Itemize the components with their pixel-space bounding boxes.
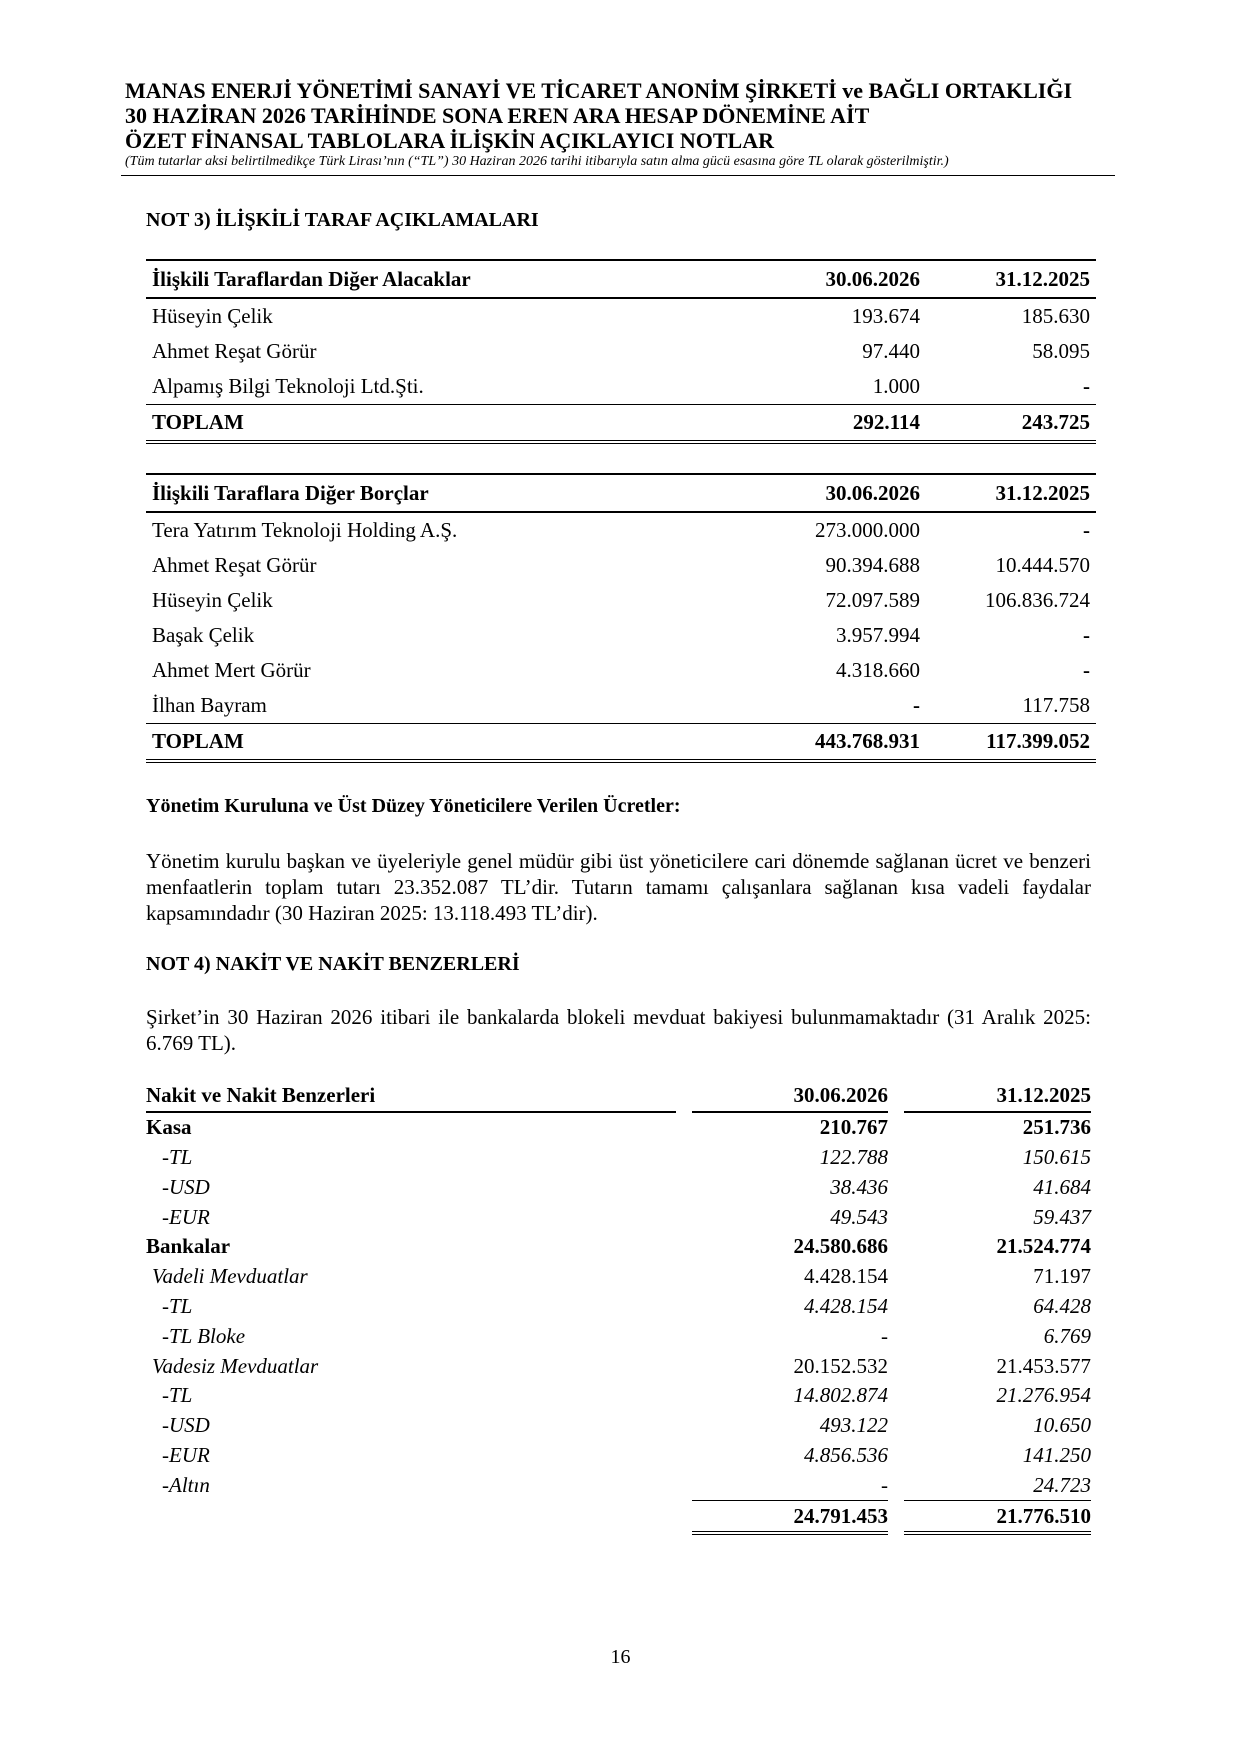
header-line-3: ÖZET FİNANSAL TABLOLARA İLİŞKİN AÇIKLAYICI NOTLAR: [125, 128, 774, 153]
table-row: [146, 618, 1096, 653]
header-subtitle: (Tüm tutarlar aksi belirtilmedikçe Türk Lirası’nın (“TL”) 30 Haziran 2026 tarihi itibarıyla satın alma gücü esasına göre TL olarak gösterilmiştir.): [125, 154, 949, 169]
value-2025: 24.723: [1033, 1472, 1091, 1497]
total-row: [146, 1501, 1091, 1533]
table-row: [146, 1143, 1091, 1173]
note4-heading: NOT 4) NAKİT VE NAKİT BENZERLERİ: [146, 953, 520, 975]
value-2026: 273.000.000: [815, 518, 920, 542]
value-2025: -: [1083, 658, 1090, 682]
value-2026: 210.767: [819, 1115, 888, 1140]
table-row: [146, 1232, 1091, 1262]
row-label: -TL: [162, 1144, 193, 1169]
value-2025: 141.250: [1022, 1442, 1091, 1467]
value-2026: -: [881, 1472, 888, 1497]
value-2026: 24.580.686: [793, 1234, 888, 1259]
report-header: [125, 78, 1115, 170]
value-2026: 493.122: [819, 1413, 888, 1438]
column-header-2026: 30.06.2026: [692, 1081, 888, 1112]
total-2025: 117.399.052: [926, 724, 1096, 762]
compensation-heading: Yönetim Kuruluna ve Üst Düzey Yöneticilere Verilen Ücretler:: [146, 795, 681, 817]
value-2025: 21.524.774: [996, 1234, 1091, 1259]
value-2025: 41.684: [1033, 1174, 1091, 1199]
table-row: [146, 369, 1096, 405]
value-2026: 14.802.874: [793, 1383, 888, 1408]
value-2026: 122.788: [819, 1144, 888, 1169]
value-2025: 71.197: [1033, 1264, 1091, 1289]
party-name: Tera Yatırım Teknoloji Holding A.Ş.: [152, 518, 458, 542]
column-header-2026: 30.06.2026: [756, 474, 926, 512]
table-row: [146, 1172, 1091, 1202]
table-row: [146, 653, 1096, 688]
header-rule: [121, 175, 1115, 176]
table-row: [146, 1202, 1091, 1232]
value-2026: 1.000: [872, 374, 920, 398]
table-title: Nakit ve Nakit Benzerleri: [146, 1081, 676, 1112]
total-label: TOPLAM: [146, 405, 756, 443]
value-2025: -: [1083, 623, 1090, 647]
table-header-row: [146, 474, 1096, 512]
column-header-2025: 31.12.2025: [926, 260, 1096, 298]
total-2026: 443.768.931: [756, 724, 926, 762]
row-label: -TL: [162, 1293, 193, 1318]
value-2025: 10.444.570: [995, 553, 1090, 577]
value-2025: 150.615: [1022, 1144, 1091, 1169]
column-header-2025: 31.12.2025: [904, 1081, 1091, 1112]
total-label: TOPLAM: [146, 724, 756, 762]
row-label: -EUR: [162, 1442, 210, 1467]
party-name: Başak Çelik: [152, 623, 255, 647]
total-2026: 292.114: [756, 405, 926, 443]
table-row: [146, 1470, 1091, 1500]
party-name: Alpamış Bilgi Teknoloji Ltd.Şti.: [152, 374, 424, 398]
value-2025: 58.095: [1032, 339, 1090, 363]
row-label: -TL: [162, 1383, 193, 1408]
table-row: [146, 298, 1096, 334]
table-row: [146, 1441, 1091, 1471]
header-line-1: MANAS ENERJİ YÖNETİMİ SANAYİ VE TİCARET ANONİM ŞİRKETİ ve BAĞLI ORTAKLIĞI: [125, 78, 1073, 103]
value-2025: -: [1083, 374, 1090, 398]
value-2026: 4.318.660: [836, 658, 920, 682]
row-label: -USD: [162, 1413, 210, 1438]
value-2026: -: [881, 1323, 888, 1348]
table-row: [146, 1381, 1091, 1411]
value-2025: 106.836.724: [985, 588, 1090, 612]
value-2026: 193.674: [851, 304, 920, 328]
cash-table: [146, 1081, 1091, 1535]
table-row: [146, 548, 1096, 583]
table-row: [146, 583, 1096, 618]
value-2026: 3.957.994: [836, 623, 920, 647]
party-name: Ahmet Reşat Görür: [152, 553, 317, 577]
value-2026: 72.097.589: [825, 588, 920, 612]
table-row: [146, 1262, 1091, 1292]
table-title: İlişkili Taraflara Diğer Borçlar: [146, 474, 756, 512]
value-2026: 38.436: [830, 1174, 888, 1199]
row-label: Vadeli Mevduatlar: [152, 1264, 308, 1289]
party-name: Hüseyin Çelik: [152, 588, 273, 612]
party-name: İlhan Bayram: [152, 693, 267, 717]
value-2025: 10.650: [1033, 1413, 1091, 1438]
table-row: [146, 1351, 1091, 1381]
value-2025: 21.276.954: [996, 1383, 1091, 1408]
row-label: -TL Bloke: [162, 1323, 246, 1348]
compensation-paragraph: Yönetim kurulu başkan ve üyeleriyle genel müdür gibi üst yöneticilere cari dönemde sağlanan ücret ve benzeri menfaatlerin toplam tutarı 23.352.087 TL’dir. Tutarın tamamı çalışanlara sağlanan kısa vadeli faydalar kapsamındadır (30 Haziran 2025: 13.118.493 TL’dir).: [146, 849, 1091, 925]
table-row: [146, 688, 1096, 724]
party-name: Ahmet Reşat Görür: [152, 339, 317, 363]
value-2026: 4.428.154: [804, 1293, 888, 1318]
table-row: [146, 1411, 1091, 1441]
value-2026: 90.394.688: [825, 553, 920, 577]
party-name: Ahmet Mert Görür: [152, 658, 311, 682]
table-row: [146, 1292, 1091, 1322]
page-number: 16: [610, 1646, 631, 1668]
value-2025: 117.758: [1022, 693, 1090, 717]
row-label: -Altın: [162, 1473, 210, 1497]
value-2025: 6.769: [1043, 1323, 1091, 1348]
value-2026: -: [913, 693, 920, 717]
value-2026: 97.440: [862, 339, 920, 363]
column-header-2025: 31.12.2025: [926, 474, 1096, 512]
party-name: Hüseyin Çelik: [152, 304, 273, 328]
table-header-row: [146, 260, 1096, 298]
table-title: İlişkili Taraflardan Diğer Alacaklar: [146, 260, 756, 298]
receivables-table: [146, 259, 1096, 444]
value-2025: 21.453.577: [996, 1353, 1091, 1378]
value-2025: 251.736: [1022, 1115, 1091, 1140]
table-row: [146, 334, 1096, 369]
value-2026: 20.152.532: [793, 1353, 888, 1378]
value-2025: 59.437: [1033, 1204, 1091, 1229]
value-2026: 49.543: [830, 1204, 888, 1229]
row-label: -EUR: [162, 1204, 210, 1229]
total-2026: 24.791.453: [692, 1501, 888, 1533]
value-2026: 4.428.154: [804, 1264, 888, 1289]
total-2025: 21.776.510: [904, 1501, 1091, 1533]
row-label: -USD: [162, 1174, 210, 1199]
table-row: [146, 512, 1096, 548]
total-row: [146, 724, 1096, 762]
column-header-2026: 30.06.2026: [756, 260, 926, 298]
total-2025: 243.725: [926, 405, 1096, 443]
note3-heading: NOT 3) İLİŞKİLİ TARAF AÇIKLAMALARI: [146, 209, 539, 231]
note4-paragraph: Şirket’in 30 Haziran 2026 itibari ile bankalarda blokeli mevduat bakiyesi bulunmamaktadır (31 Aralık 2025: 6.769 TL).: [146, 1005, 1091, 1055]
value-2025: 185.630: [1021, 304, 1090, 328]
total-row: [146, 405, 1096, 443]
row-label: Kasa: [146, 1115, 192, 1140]
table-row: [146, 1321, 1091, 1351]
value-2025: 64.428: [1033, 1293, 1091, 1318]
table-header-row: [146, 1081, 1091, 1112]
payables-table: [146, 473, 1096, 763]
row-label: Bankalar: [146, 1234, 231, 1259]
header-line-2: 30 HAZİRAN 2026 TARİHİNDE SONA EREN ARA HESAP DÖNEMİNE AİT: [125, 103, 870, 128]
value-2026: 4.856.536: [804, 1442, 888, 1467]
value-2025: -: [1083, 518, 1090, 542]
row-label: Vadesiz Mevduatlar: [152, 1353, 319, 1378]
table-row: [146, 1112, 1091, 1143]
